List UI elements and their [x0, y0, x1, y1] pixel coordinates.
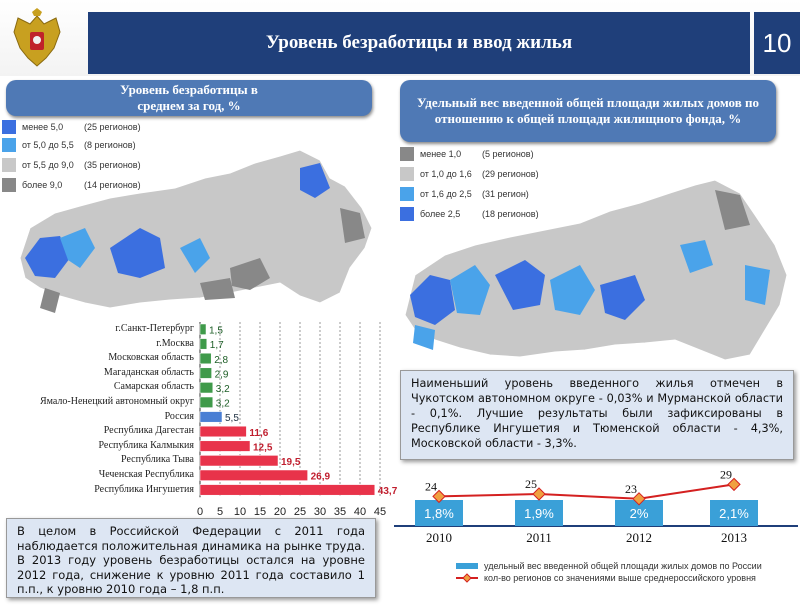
legend-label: от 1,6 до 2,5 — [420, 189, 472, 199]
value-label: 12,5 — [253, 442, 273, 454]
housing-note: Наименьший уровень введенного жилья отмечен в Чукотском автономном округе - 0,03% и Мурманской области - 0,1%. Лучшие результаты были зафиксированы в Республике Ингушетия и Тюменской области - 4,3%, Московской области - 3,3%. — [400, 370, 794, 460]
category-label: Магаданская область — [103, 366, 194, 378]
legend-swatch — [400, 167, 414, 181]
bar-label: 2,1% — [719, 506, 749, 521]
legend-item — [2, 120, 141, 134]
bar-label: 1,9% — [524, 506, 554, 521]
category-label: Московская область — [108, 352, 194, 364]
x-tick-label: 10 — [233, 506, 247, 519]
x-tick-label: 40 — [353, 506, 367, 519]
value-label: 19,5 — [281, 457, 301, 468]
value-label: 2,9 — [214, 369, 229, 381]
double-headed-eagle-icon — [4, 8, 70, 74]
legend-swatch — [400, 207, 414, 221]
legend-item — [400, 147, 534, 161]
legend-count: (8 регионов) — [84, 140, 136, 150]
legend-item — [400, 187, 529, 201]
bar — [200, 397, 213, 408]
x-tick-label: 20 — [273, 506, 287, 519]
x-tick-label: 35 — [333, 506, 347, 519]
category-label: г.Санкт-Петербург — [115, 323, 194, 334]
bar — [200, 441, 250, 452]
legend-swatch — [400, 187, 414, 201]
legend-swatch — [2, 120, 16, 134]
value-label: 43,7 — [377, 486, 398, 498]
legend-item — [2, 158, 141, 172]
value-label: 2,8 — [214, 354, 229, 366]
housing-caption — [400, 80, 776, 142]
x-tick-label: 25 — [293, 506, 307, 519]
unemployment-caption — [6, 80, 372, 116]
x-tick-label: 15 — [253, 506, 267, 519]
legend-count: (14 регионов) — [84, 180, 141, 190]
line-value-label: 24 — [425, 479, 437, 494]
legend-swatch — [2, 138, 16, 152]
bar — [200, 485, 375, 496]
bar-label: 1,8% — [424, 506, 454, 521]
housing-caption-text: Удельный вес введенной общей площади жилых домов по отношению к общей площади жилищного фонда, % — [417, 95, 759, 126]
line-value-label: 29 — [720, 467, 732, 482]
legend-label: более 2,5 — [420, 209, 461, 219]
unemployment-legend — [0, 118, 170, 198]
value-label: 11,6 — [249, 427, 269, 439]
legend-count: (35 регионов) — [84, 160, 141, 170]
legend-swatch — [456, 563, 478, 569]
legend-item — [400, 167, 539, 181]
x-tick-label: 45 — [373, 506, 387, 519]
legend-count: (18 регионов) — [482, 209, 539, 219]
legend-item — [456, 572, 796, 584]
legend-label: от 5,5 до 9,0 — [22, 160, 74, 170]
bar-chart-plot — [0, 318, 398, 519]
housing-trend-chart — [394, 467, 798, 600]
x-tick-label: 5 — [216, 506, 224, 519]
legend-swatch — [400, 147, 414, 161]
legend-item — [400, 207, 539, 221]
legend-label: от 5,0 до 5,5 — [22, 140, 74, 150]
x-tick-label: 2010 — [426, 530, 452, 545]
bar — [200, 324, 206, 335]
category-label: Чеченская Республика — [98, 469, 194, 480]
value-label: 5,5 — [225, 413, 239, 425]
combo-legend — [456, 560, 796, 584]
category-label: г.Москва — [156, 337, 194, 349]
x-tick-label: 2012 — [626, 530, 652, 545]
category-label: Ямало-Ненецкий автономный округ — [39, 396, 194, 407]
bar — [200, 368, 212, 379]
x-tick-label: 2011 — [526, 530, 552, 545]
bar-label: 2% — [629, 506, 649, 521]
bar — [200, 470, 308, 481]
x-tick-label: 0 — [196, 506, 204, 519]
category-label: Республика Дагестан — [103, 425, 194, 437]
legend-item — [2, 178, 141, 192]
housing-legend — [398, 145, 568, 225]
unemployment-caption-text: Уровень безработицы в среднем за год, % — [120, 82, 258, 113]
category-label: Республика Ингушетия — [94, 483, 194, 495]
category-label: Республика Тыва — [121, 454, 194, 466]
unemployment-bar-chart — [0, 318, 398, 519]
legend-line-marker — [456, 573, 478, 583]
legend-count: (5 регионов) — [482, 149, 534, 159]
category-label: Республика Калмыкия — [98, 439, 194, 451]
value-label: 1,5 — [209, 325, 223, 337]
page-title: Уровень безработицы и ввод жилья — [88, 12, 750, 74]
legend-swatch — [2, 158, 16, 172]
legend-count: (31 регион) — [482, 189, 529, 199]
page-number: 10 — [754, 12, 800, 74]
bar — [200, 353, 211, 364]
bar — [200, 382, 213, 393]
legend-count: (25 регионов) — [84, 122, 141, 132]
legend-item — [2, 138, 136, 152]
category-label: Самарская область — [113, 381, 194, 393]
legend-label: от 1,0 до 1,6 — [420, 169, 472, 179]
x-tick-label: 2013 — [721, 530, 747, 545]
value-label: 3,2 — [215, 384, 230, 395]
legend-item — [456, 560, 796, 572]
legend-count: (29 регионов) — [482, 169, 539, 179]
bar — [200, 455, 278, 466]
legend-swatch — [2, 178, 16, 192]
labor-market-note: В целом в Российской Федерации с 2011 года наблюдается положительная динамика на рынке труда. В 2013 году уровень безработицы остался на уровне 2012 года, снижение к уровню 2011 года составило 1 п.п., к уровню 2010 года – 1,8 п.п. — [6, 518, 376, 598]
series-line — [439, 481, 734, 498]
legend-label: более 9,0 — [22, 180, 63, 190]
value-label: 1,7 — [209, 340, 224, 352]
category-label: Россия — [164, 410, 194, 422]
legend-label: менее 5,0 — [22, 122, 64, 132]
line-value-label: 25 — [525, 477, 537, 491]
legend-label: менее 1,0 — [420, 149, 462, 159]
bar — [200, 426, 246, 437]
bar — [200, 412, 222, 423]
x-tick-label: 30 — [313, 506, 327, 519]
value-label: 26,9 — [310, 471, 331, 483]
legend-label: кол-во регионов со значениями выше среднероссийского уровня — [484, 573, 756, 583]
line-value-label: 23 — [625, 481, 637, 496]
value-label: 3,2 — [215, 398, 230, 410]
bar — [200, 339, 207, 350]
legend-label: удельный вес введенной общей площади жилых домов по России — [484, 561, 762, 571]
